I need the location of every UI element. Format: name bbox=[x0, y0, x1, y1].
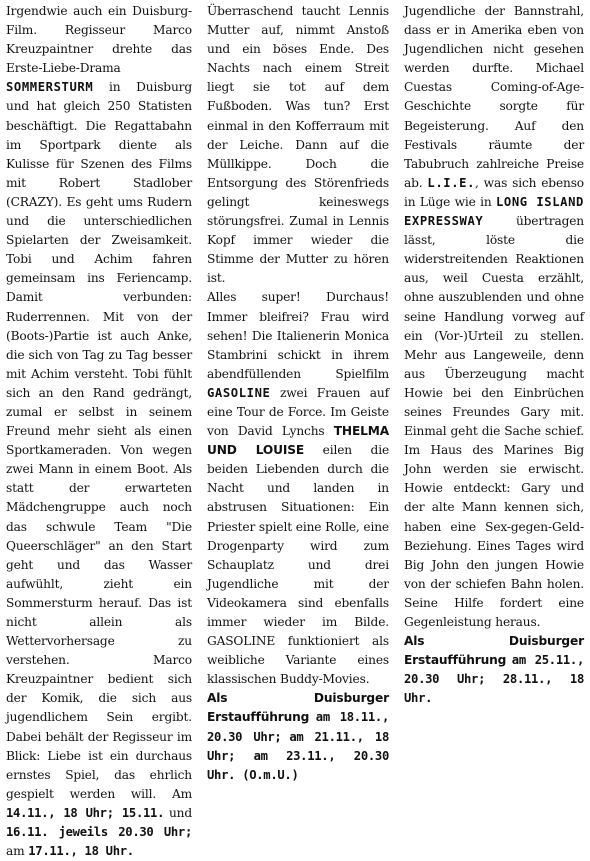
lie-paragraph bbox=[404, 2, 584, 632]
lenni-paragraph: Überraschend taucht Lennis Mutter auf, nimmt Anstoß und ein böses Ende. Des Nachts nach einem Streit liegt sie tot auf dem Fußboden. Was tun? Erst einmal in den Kofferraum mit der Leiche. Dann auf die Müllkippe. Doch die Entsorgung des Störenfrieds gelingt keineswegs störungsfrei. Zumal in Lennis Kopf immer wieder die Stimme der Mutter zu hören ist. bbox=[207, 4, 389, 286]
schedule-date: 16.11. jeweils 20.30 Uhr; bbox=[6, 825, 192, 840]
article-column-3 bbox=[404, 2, 584, 708]
film-title-thelma-und-louise: THELMA UND LOUISE bbox=[207, 424, 389, 458]
film-title-gasoline: GASOLINE bbox=[207, 385, 271, 400]
film-title-long-island-expressway: LONG ISLAND EXPRESSWAY bbox=[404, 194, 584, 229]
schedule-date: 17.11., 18 Uhr. bbox=[28, 844, 134, 859]
lie-schedule bbox=[404, 632, 584, 708]
gasoline-text: zwei Frauen auf eine Tour de Force. Im Geiste von David Lynchs bbox=[207, 385, 389, 439]
schedule-date: am 21.11., 18 Uhr; am 23.11., 20.30 Uhr. (O.m.U.) bbox=[207, 729, 389, 782]
gasoline-review: eilen die beiden Liebenden durch die Nacht und landen in abstrusen Situationen: Ein Priester spielt eine Rolle, eine Drogenparty wird zum Schauplatz und drei Jugendliche mit der Videokamera sind ebenfalls immer wieder im Bilde. GASOLINE funktioniert als weibliche Variante eines klassischen Buddy-Movies. bbox=[207, 443, 390, 687]
gasoline-intro: Alles super! Durchaus! Immer bleifrei? Frau wird sehen! Die Italienerin Monica Stambrini schickt in ihrem abendfüllenden Spielfilm bbox=[207, 290, 389, 381]
schedule-text: und bbox=[164, 805, 192, 820]
gasoline-paragraph bbox=[207, 288, 389, 689]
film-title-sommersturm: SOMMERSTURM bbox=[6, 80, 94, 95]
film-title-lie: L.I.E. bbox=[427, 175, 476, 190]
schedule-text: am bbox=[6, 844, 29, 859]
schedule-text: Am bbox=[171, 786, 192, 801]
gasoline-schedule bbox=[207, 689, 389, 784]
screening-label: Als Duisburger Erstaufführung bbox=[207, 691, 389, 725]
lie-intro: Jugendliche der Bannstrahl, dass er in Amerika eben von Jugendlichen nicht gesehen werden durfte. Michael Cuestas Coming-of-Age-Geschichte sorgte für Begeisterung. Auf den Festivals räumte der Tabubruch zahlreiche Preise ab. bbox=[404, 4, 584, 190]
intro-paragraph: Irgendwie auch ein Duisburg-Film. Regisseur Marco Kreuzpaintner drehte das Erste-Liebe-Drama bbox=[6, 4, 192, 76]
sommersturm-review: in Duisburg und hat gleich 250 Statisten beschäftigt. Die Regattabahn im Sportpark diente als Kulisse für Szenen des Films mit Robert Stadlober (CRAZY). Es geht ums Rudern und die unterschiedlichen Spielarten der Zweisamkeit. Tobi und Achim fahren gemeinsam ins Feriencamp. Damit verbunden: Ruderrennen. Mit von der (Boots-)Partie ist auch Anke, die sich von Tag zu Tag besser mit Achim versteht. Tobi fühlt sich an den Rand gedrängt, zumal er selbst in seinem Freund mehr sieht als einen Sportkameraden. Von wegen zwei Mann in einem Boot. Als statt der erwarteten Mädchengruppe auch noch das schwule Team "Die Queerschläger" an den Start geht und das Wasser aufwühlt, zieht ein Sommersturm herauf. Das ist nicht allein als Wettervorhersage zu verstehen. Marco Kreuzpaintner bedient sich der Komik, die sich aus jugendlichem Sein ergibt. Dabei behält der Regisseur im Blick: Liebe ist ein durchaus ernstes Spiel, das ehrlich gespielt werden will. bbox=[6, 80, 192, 801]
schedule-date: am 18.11., 20.30 Uhr; bbox=[207, 710, 389, 744]
schedule-date: am 25.11., 20.30 Uhr; 28.11., 18 Uhr. bbox=[404, 653, 584, 706]
column-1-text bbox=[6, 2, 192, 861]
lie-text: , was sich ebenso in Lüge wie in bbox=[404, 175, 584, 209]
article-column-2 bbox=[207, 2, 389, 785]
article-column-1 bbox=[6, 2, 192, 861]
lie-review: übertragen lässt, löste die widerstreitenden Reaktionen aus, weil Cuesta erzählt, ohne auszublenden und ohne seine Handlung vorweg auf ein (Vor-)Urteil zu stellen. Mehr aus Langeweile, denn aus Überzeugung macht Howie bei den Einbrüchen seines Freundes Gary mit. Einmal geht die Sache schief. Im Haus des Marines Big John werden sie erwischt. Howie entdeckt: Gary und der alte Mann kennen sich, haben eine Sex-gegen-Geld-Beziehung. Eines Tages wird Big John den jungen Howie von der schiefen Bahn holen. Seine Hilfe fordert eine Gegenleistung heraus. bbox=[404, 214, 584, 629]
schedule-date: 14.11., 18 Uhr; 15.11. bbox=[6, 805, 165, 820]
screening-label: Als Duisburger Erstaufführung bbox=[404, 634, 584, 668]
